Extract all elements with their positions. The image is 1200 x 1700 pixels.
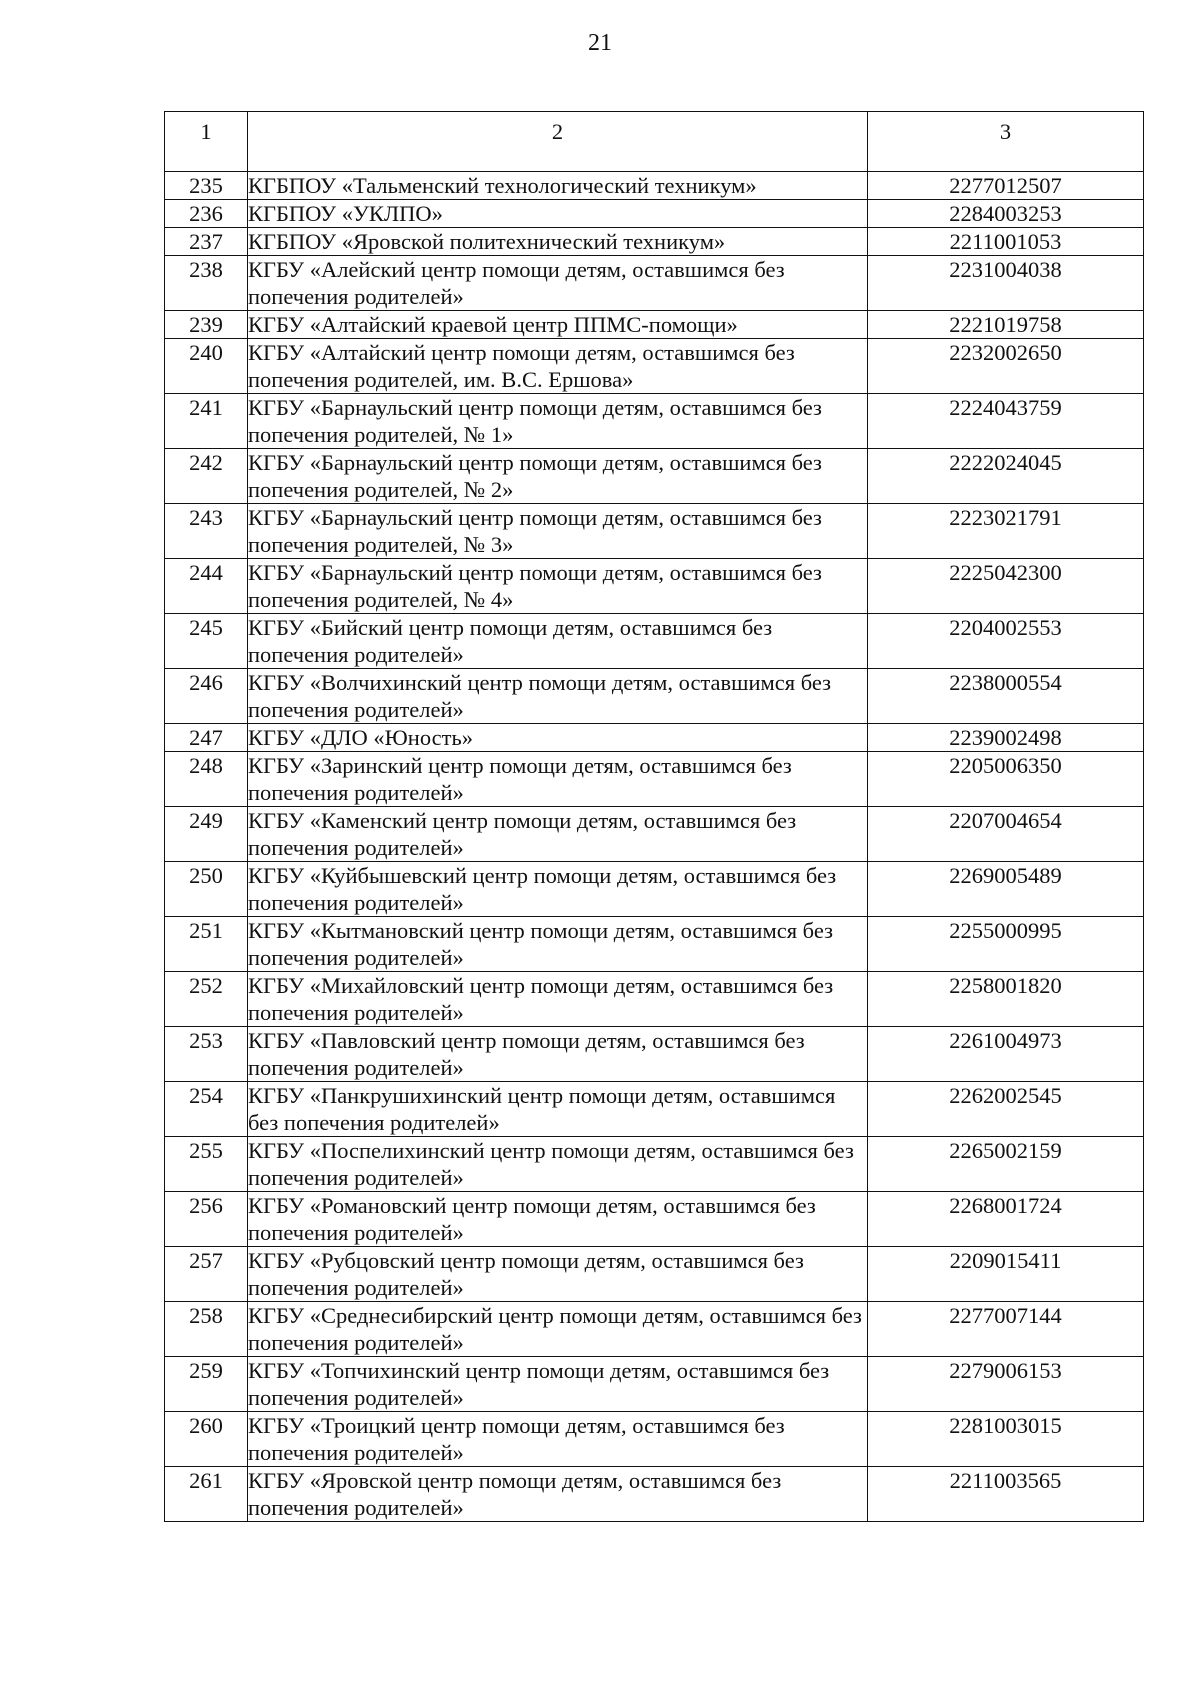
table-row (165, 752, 1144, 807)
inn-cell: 2269005489 (868, 862, 1144, 917)
row-number-cell: 250 (165, 862, 248, 917)
table-row (165, 311, 1144, 339)
inn-cell: 2207004654 (868, 807, 1144, 862)
table-row (165, 200, 1144, 228)
inn-cell: 2277007144 (868, 1302, 1144, 1357)
table-body (165, 172, 1144, 1522)
table-row (165, 256, 1144, 311)
organization-name-cell: КГБУ «Алтайский краевой центр ППМС-помощи» (248, 311, 868, 339)
organization-name-cell: КГБУ «Яровской центр помощи детям, оставшимся без попечения родителей» (248, 1467, 868, 1522)
row-number-cell: 235 (165, 172, 248, 200)
inn-cell: 2238000554 (868, 669, 1144, 724)
row-number-cell: 249 (165, 807, 248, 862)
row-number-cell: 240 (165, 339, 248, 394)
row-number-cell: 251 (165, 917, 248, 972)
row-number-cell: 260 (165, 1412, 248, 1467)
inn-cell: 2255000995 (868, 917, 1144, 972)
header-cell-name: 2 (248, 112, 868, 172)
organization-name-cell: КГБУ «Михайловский центр помощи детям, оставшимся без попечения родителей» (248, 972, 868, 1027)
inn-cell: 2211003565 (868, 1467, 1144, 1522)
table-row (165, 972, 1144, 1027)
table-row (165, 1412, 1144, 1467)
organization-name-cell: КГБУ «Рубцовский центр помощи детям, оставшимся без попечения родителей» (248, 1247, 868, 1302)
row-number-cell: 242 (165, 449, 248, 504)
table-row (165, 1192, 1144, 1247)
header-cell-inn: 3 (868, 112, 1144, 172)
inn-cell: 2262002545 (868, 1082, 1144, 1137)
row-number-cell: 245 (165, 614, 248, 669)
table-row (165, 1027, 1144, 1082)
table-row (165, 917, 1144, 972)
row-number-cell: 258 (165, 1302, 248, 1357)
inn-cell: 2224043759 (868, 394, 1144, 449)
row-number-cell: 246 (165, 669, 248, 724)
row-number-cell: 241 (165, 394, 248, 449)
organization-name-cell: КГБУ «Панкрушихинский центр помощи детям, оставшимся без попечения родителей» (248, 1082, 868, 1137)
organization-name-cell: КГБУ «Поспелихинский центр помощи детям, оставшимся без попечения родителей» (248, 1137, 868, 1192)
organization-name-cell: КГБУ «ДЛО «Юность» (248, 724, 868, 752)
row-number-cell: 239 (165, 311, 248, 339)
inn-cell: 2209015411 (868, 1247, 1144, 1302)
header-row (165, 112, 1144, 172)
inn-cell: 2205006350 (868, 752, 1144, 807)
organization-name-cell: КГБУ «Алейский центр помощи детям, оставшимся без попечения родителей» (248, 256, 868, 311)
inn-cell: 2284003253 (868, 200, 1144, 228)
table-row (165, 1247, 1144, 1302)
organization-name-cell: КГБУ «Каменский центр помощи детям, оставшимся без попечения родителей» (248, 807, 868, 862)
inn-cell: 2261004973 (868, 1027, 1144, 1082)
inn-cell: 2223021791 (868, 504, 1144, 559)
row-number-cell: 252 (165, 972, 248, 1027)
organization-name-cell: КГБУ «Павловский центр помощи детям, оставшимся без попечения родителей» (248, 1027, 868, 1082)
organization-name-cell: КГБУ «Романовский центр помощи детям, оставшимся без попечения родителей» (248, 1192, 868, 1247)
row-number-cell: 236 (165, 200, 248, 228)
inn-cell: 2277012507 (868, 172, 1144, 200)
row-number-cell: 256 (165, 1192, 248, 1247)
inn-cell: 2232002650 (868, 339, 1144, 394)
row-number-cell: 259 (165, 1357, 248, 1412)
inn-cell: 2268001724 (868, 1192, 1144, 1247)
table-row (165, 1137, 1144, 1192)
table-row (165, 1082, 1144, 1137)
organization-name-cell: КГБУ «Топчихинский центр помощи детям, оставшимся без попечения родителей» (248, 1357, 868, 1412)
header-cell-number: 1 (165, 112, 248, 172)
table-row (165, 449, 1144, 504)
table-row (165, 1302, 1144, 1357)
organization-name-cell: КГБУ «Бийский центр помощи детям, оставшимся без попечения родителей» (248, 614, 868, 669)
organization-name-cell: КГБУ «Заринский центр помощи детям, оставшимся без попечения родителей» (248, 752, 868, 807)
row-number-cell: 243 (165, 504, 248, 559)
organization-name-cell: КГБУ «Барнаульский центр помощи детям, оставшимся без попечения родителей, № 4» (248, 559, 868, 614)
inn-cell: 2239002498 (868, 724, 1144, 752)
organization-name-cell: КГБУ «Троицкий центр помощи детям, оставшимся без попечения родителей» (248, 1412, 868, 1467)
row-number-cell: 247 (165, 724, 248, 752)
inn-cell: 2279006153 (868, 1357, 1144, 1412)
table-row (165, 862, 1144, 917)
inn-cell: 2211001053 (868, 228, 1144, 256)
organization-name-cell: КГБУ «Среднесибирский центр помощи детям, оставшимся без попечения родителей» (248, 1302, 868, 1357)
table-row (165, 228, 1144, 256)
table-row (165, 339, 1144, 394)
table-row (165, 1467, 1144, 1522)
organization-name-cell: КГБУ «Алтайский центр помощи детям, оставшимся без попечения родителей, им. В.С. Ершова» (248, 339, 868, 394)
organization-name-cell: КГБУ «Барнаульский центр помощи детям, оставшимся без попечения родителей, № 2» (248, 449, 868, 504)
page-number: 21 (588, 30, 612, 56)
inn-cell: 2204002553 (868, 614, 1144, 669)
table-row (165, 614, 1144, 669)
inn-cell: 2222024045 (868, 449, 1144, 504)
row-number-cell: 261 (165, 1467, 248, 1522)
table-row (165, 807, 1144, 862)
row-number-cell: 238 (165, 256, 248, 311)
organization-name-cell: КГБУ «Куйбышевский центр помощи детям, оставшимся без попечения родителей» (248, 862, 868, 917)
inn-cell: 2221019758 (868, 311, 1144, 339)
table-row (165, 724, 1144, 752)
row-number-cell: 237 (165, 228, 248, 256)
row-number-cell: 253 (165, 1027, 248, 1082)
organization-name-cell: КГБУ «Кытмановский центр помощи детям, оставшимся без попечения родителей» (248, 917, 868, 972)
organization-name-cell: КГБУ «Барнаульский центр помощи детям, оставшимся без попечения родителей, № 3» (248, 504, 868, 559)
table-row (165, 504, 1144, 559)
row-number-cell: 244 (165, 559, 248, 614)
organization-name-cell: КГБПОУ «Яровской политехнический техникум» (248, 228, 868, 256)
inn-cell: 2231004038 (868, 256, 1144, 311)
row-number-cell: 248 (165, 752, 248, 807)
inn-cell: 2265002159 (868, 1137, 1144, 1192)
row-number-cell: 255 (165, 1137, 248, 1192)
organization-name-cell: КГБУ «Волчихинский центр помощи детям, оставшимся без попечения родителей» (248, 669, 868, 724)
table-row (165, 1357, 1144, 1412)
table-row (165, 394, 1144, 449)
inn-cell: 2258001820 (868, 972, 1144, 1027)
table-row (165, 172, 1144, 200)
row-number-cell: 254 (165, 1082, 248, 1137)
organization-name-cell: КГБПОУ «УКЛПО» (248, 200, 868, 228)
inn-cell: 2225042300 (868, 559, 1144, 614)
table-row (165, 669, 1144, 724)
inn-cell: 2281003015 (868, 1412, 1144, 1467)
organization-name-cell: КГБУ «Барнаульский центр помощи детям, оставшимся без попечения родителей, № 1» (248, 394, 868, 449)
table-row (165, 559, 1144, 614)
registry-table (164, 111, 1144, 1522)
row-number-cell: 257 (165, 1247, 248, 1302)
organization-name-cell: КГБПОУ «Тальменский технологический техникум» (248, 172, 868, 200)
